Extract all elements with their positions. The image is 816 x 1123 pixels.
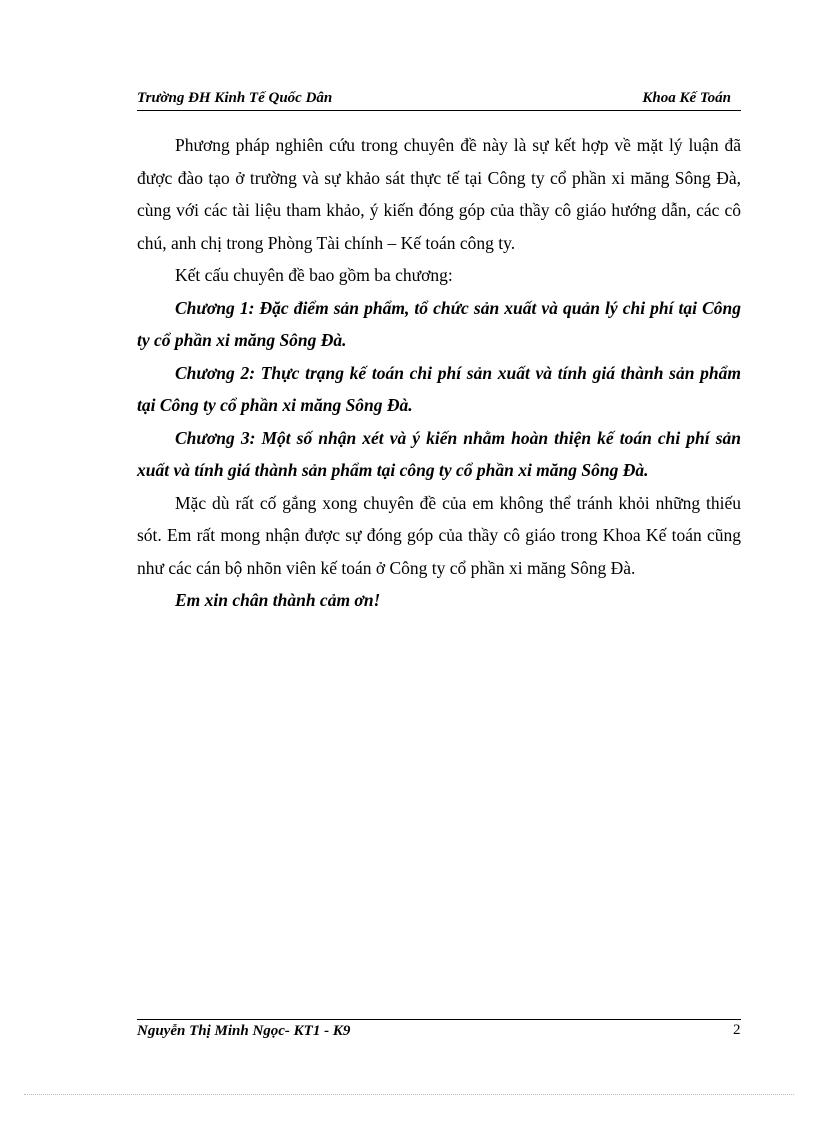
header-faculty: Khoa Kế Toán	[642, 90, 731, 106]
paragraph-chapter-2: Chương 2: Thực trạng kế toán chi phí sản xuất và tính giá thành sản phẩm tại Công ty cổ phần xi măng Sông Đà.	[137, 362, 741, 415]
page-header	[137, 88, 741, 111]
paragraph-methodology: Phương pháp nghiên cứu trong chuyên đề này là sự kết hợp về mặt lý luận đã được đào tạo ở trường và sự khảo sát thực tế tại Công ty cổ phần xi măng Sông Đà, cùng với các tài liệu tham khảo, ý kiến đóng góp của thầy cô giáo hướng dẫn, các cô chú, anh chị trong Phòng Tài chính – Kế toán công ty.	[137, 135, 741, 253]
page-edge-divider	[24, 1094, 794, 1095]
paragraph-structure-intro: Kết cấu chuyên đề bao gồm ba chương:	[175, 265, 453, 285]
body-text	[137, 129, 741, 617]
footer-divider	[137, 1019, 741, 1020]
paragraph-apology: Mặc dù rất cố gắng xong chuyên đề của em không thể tránh khỏi những thiếu sót. Em rất mong nhận được sự đóng góp của thầy cô giáo trong Khoa Kế toán cũng như các cán bộ nhõn viên kế toán ở Công ty cổ phần xi măng Sông Đà.	[137, 492, 741, 578]
footer-author: Nguyễn Thị Minh Ngọc- KT1 - K9	[137, 1023, 351, 1039]
page-number: 2	[733, 1022, 741, 1038]
paragraph-thanks: Em xin chân thành cảm ơn!	[175, 590, 381, 610]
header-university: Trường ĐH Kinh Tế Quốc Dân	[137, 90, 333, 106]
paragraph-chapter-3: Chương 3: Một số nhận xét và ý kiến nhằm hoàn thiện kế toán chi phí sản xuất và tính giá thành sản phẩm tại công ty cổ phần xi măng Sông Đà.	[137, 427, 741, 480]
paragraph-chapter-1: Chương 1: Đặc điểm sản phẩm, tổ chức sản xuất và quản lý chi phí tại Công ty cổ phần xi măng Sông Đà.	[137, 297, 741, 350]
